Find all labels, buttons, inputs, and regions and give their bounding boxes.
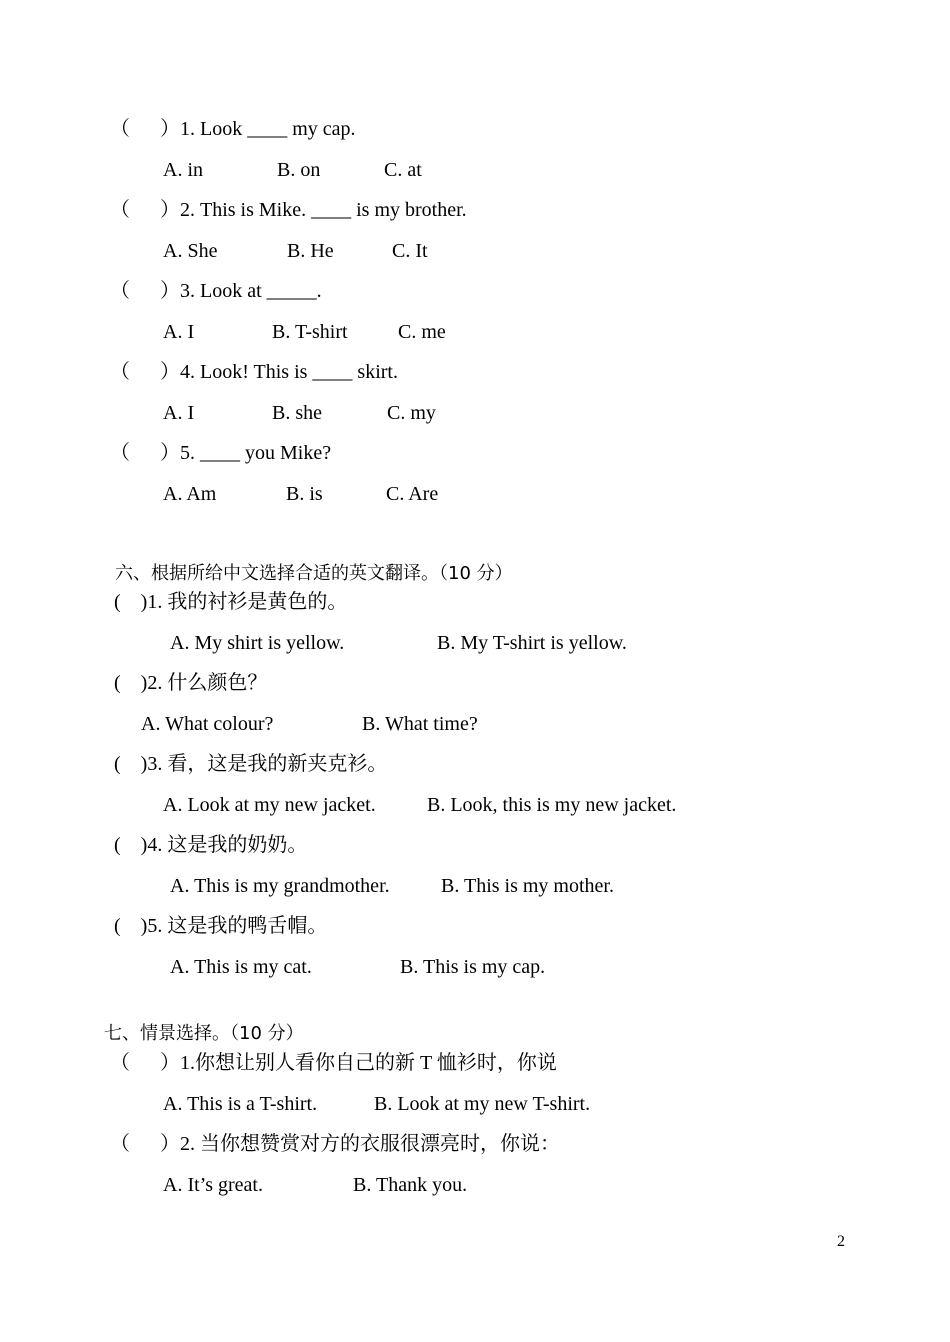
option-b: B. What time? (362, 713, 478, 735)
option-a: A. My shirt is yellow. (170, 632, 345, 654)
question-stem: （ ）2. 当你想赞赏对方的衣服很漂亮时，你说： (110, 1133, 560, 1155)
option-b: B. she (272, 402, 322, 424)
option-b: B. Look at my new T-shirt. (374, 1093, 591, 1115)
option-a: A. She (163, 240, 218, 262)
section-heading: 七、情景选择。（10 分） (104, 1023, 304, 1044)
option-b: B. is (286, 483, 323, 505)
option-c: C. my (387, 402, 436, 424)
question-stem: （ ）5. ____ you Mike? (110, 442, 332, 464)
section-heading: 六、根据所给中文选择合适的英文翻译。（10 分） (115, 563, 513, 584)
option-a: A. What colour? (141, 713, 274, 735)
option-c: C. at (384, 159, 422, 181)
question-stem: ( )5. 这是我的鸭舌帽。 (114, 915, 328, 937)
option-a: A. Am (163, 483, 217, 505)
option-b: B. T-shirt (272, 321, 348, 343)
question-stem: （ ）1. Look ____ my cap. (110, 118, 356, 140)
question-stem: ( )3. 看，这是我的新夹克衫。 (114, 753, 388, 775)
option-a: A. This is my cat. (170, 956, 312, 978)
option-a: A. Look at my new jacket. (163, 794, 376, 816)
option-a: A. It’s great. (163, 1174, 263, 1196)
option-b: B. This is my cap. (400, 956, 546, 978)
option-b: B. My T-shirt is yellow. (437, 632, 627, 654)
question-stem: （ ）2. This is Mike. ____ is my brother. (110, 199, 467, 221)
option-b: B. This is my mother. (441, 875, 614, 897)
option-a: A. in (163, 159, 203, 181)
question-stem: （ ）1.你想让别人看你自己的新 T 恤衫时，你说 (110, 1052, 557, 1074)
question-stem: ( )1. 我的衬衫是黄色的。 (114, 591, 348, 613)
page-number: 2 (837, 1233, 845, 1250)
option-c: C. me (398, 321, 446, 343)
option-b: B. on (277, 159, 321, 181)
option-c: C. It (392, 240, 428, 262)
option-a: A. This is my grandmother. (170, 875, 390, 897)
question-stem: （ ）4. Look! This is ____ skirt. (110, 361, 398, 383)
question-stem: ( )4. 这是我的奶奶。 (114, 834, 308, 856)
option-a: A. This is a T-shirt. (163, 1093, 318, 1115)
option-b: B. Thank you. (353, 1174, 468, 1196)
question-stem: （ ）3. Look at _____. (110, 280, 322, 302)
question-stem: ( )2. 什么颜色？ (114, 672, 268, 694)
option-a: A. I (163, 321, 195, 343)
option-b: B. He (287, 240, 334, 262)
option-a: A. I (163, 402, 195, 424)
option-b: B. Look, this is my new jacket. (427, 794, 677, 816)
option-c: C. Are (386, 483, 439, 505)
